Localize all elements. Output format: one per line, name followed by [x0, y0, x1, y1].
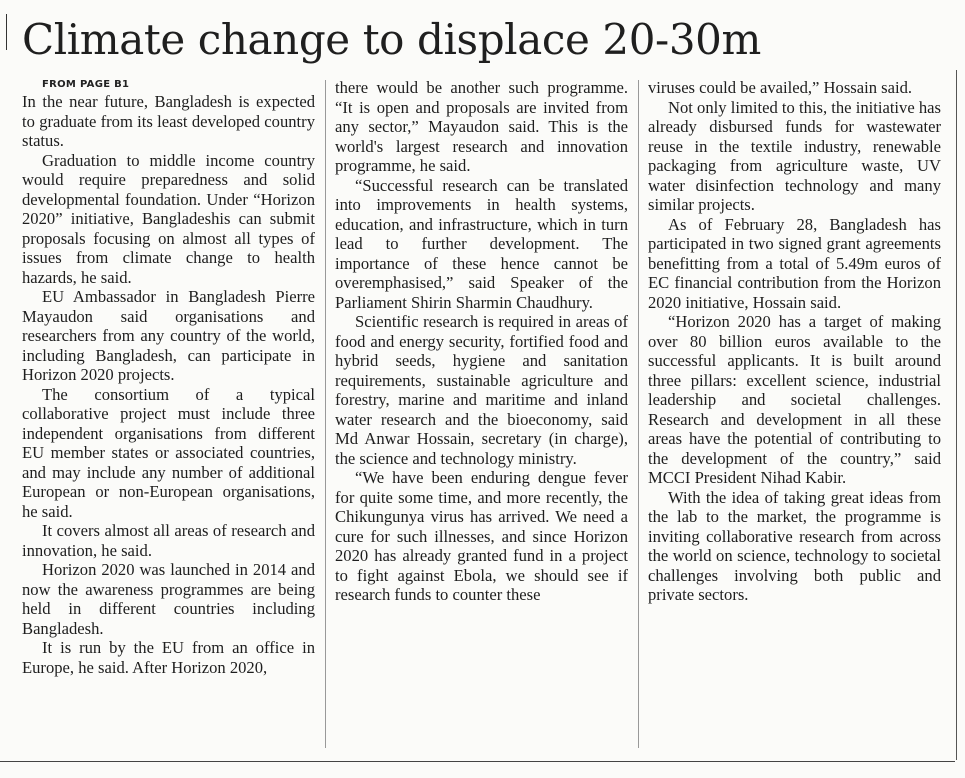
paragraph: In the near future, Bangladesh is expected to graduate from its least developed country status. — [22, 92, 315, 150]
paragraph: viruses could be availed,” Hossain said. — [648, 78, 913, 97]
bottom-rule — [0, 761, 955, 762]
article-column-1 — [22, 78, 315, 748]
paragraph: “Successful research can be translated into improvements in health systems, education, and infrastructure, which in turn lead to further development. The importance of these hence cannot be overemphasised,” said Speaker of the Parliament Shirin Sharmin Chaudhury. — [335, 175, 628, 312]
paragraph: there would be another such programme. “It is open and proposals are invited from any sector,” Mayaudon said. This is the world's largest research and innovation programme, he said. — [335, 78, 628, 175]
paragraph: With the idea of taking great ideas from the lab to the market, the programme is inviting collaborative research from across the world on science, technology to societal challenges involving both public and private sectors. — [648, 487, 941, 604]
left-rule — [6, 14, 7, 50]
headline: Climate change to displace 20-30m — [22, 15, 761, 64]
paragraph: Horizon 2020 was launched in 2014 and now the awareness programmes are being held in different countries including Bangladesh. — [22, 560, 315, 638]
paragraph: “We have been enduring dengue fever for quite some time, and more recently, the Chikungunya virus has arrived. We need a cure for such illnesses, and since Horizon 2020 has already granted fund in a project to fight against Ebola, we should see if research funds to counter these — [335, 468, 628, 604]
paragraph: Not only limited to this, the initiative has already disbursed funds for wastewater reuse in the textile industry, renewable packaging from agriculture waste, UV water disinfection technology and many similar projects. — [648, 97, 941, 214]
article-column-3 — [648, 78, 941, 748]
paragraph: It covers almost all areas of research and innovation, he said. — [22, 521, 315, 560]
paragraph: Graduation to middle income country would require preparedness and solid developmental foundation. Under “Horizon 2020” initiative, Bangladeshis can submit proposals focusing on almost all types of issues from climate change to health hazards, he said. — [22, 150, 315, 287]
paragraph: It is run by the EU from an office in Europe, he said. After Horizon 2020, — [22, 638, 315, 677]
continuation-label: FROM PAGE B1 — [42, 79, 130, 90]
column-divider — [638, 80, 639, 748]
right-edge-rule — [956, 70, 957, 760]
paragraph: The consortium of a typical collaborative project must include three independent organisations from different EU member states or associated countries, and may include any number of additional European or non-European organisations, he said. — [22, 384, 315, 521]
paragraph: As of February 28, Bangladesh has participated in two signed grant agreements benefitting from a total of 5.49m euros of EC financial contribution from the Horizon 2020 initiative, Hossain said. — [648, 214, 941, 312]
paragraph: “Horizon 2020 has a target of making over 80 billion euros available to the successful applicants. It is built around three pillars: excellent science, industrial leadership and societal challenges. Research and development in all these areas have the potential of contributing to the development of the country,” said MCCI President Nihad Kabir. — [648, 312, 941, 487]
article-column-2 — [335, 78, 628, 748]
column-divider — [325, 80, 326, 748]
paragraph: EU Ambassador in Bangladesh Pierre Mayaudon said organisations and researchers from any country of the world, including Bangladesh, can participate in Horizon 2020 projects. — [22, 287, 315, 384]
paragraph: Scientific research is required in areas of food and energy security, fortified food and hybrid seeds, hygiene and sanitation requirements, sustainable agriculture and forestry, marine and maritime and inland water research and the bioeconomy, said Md Anwar Hossain, secretary (in charge), the science and technology ministry. — [335, 312, 628, 468]
